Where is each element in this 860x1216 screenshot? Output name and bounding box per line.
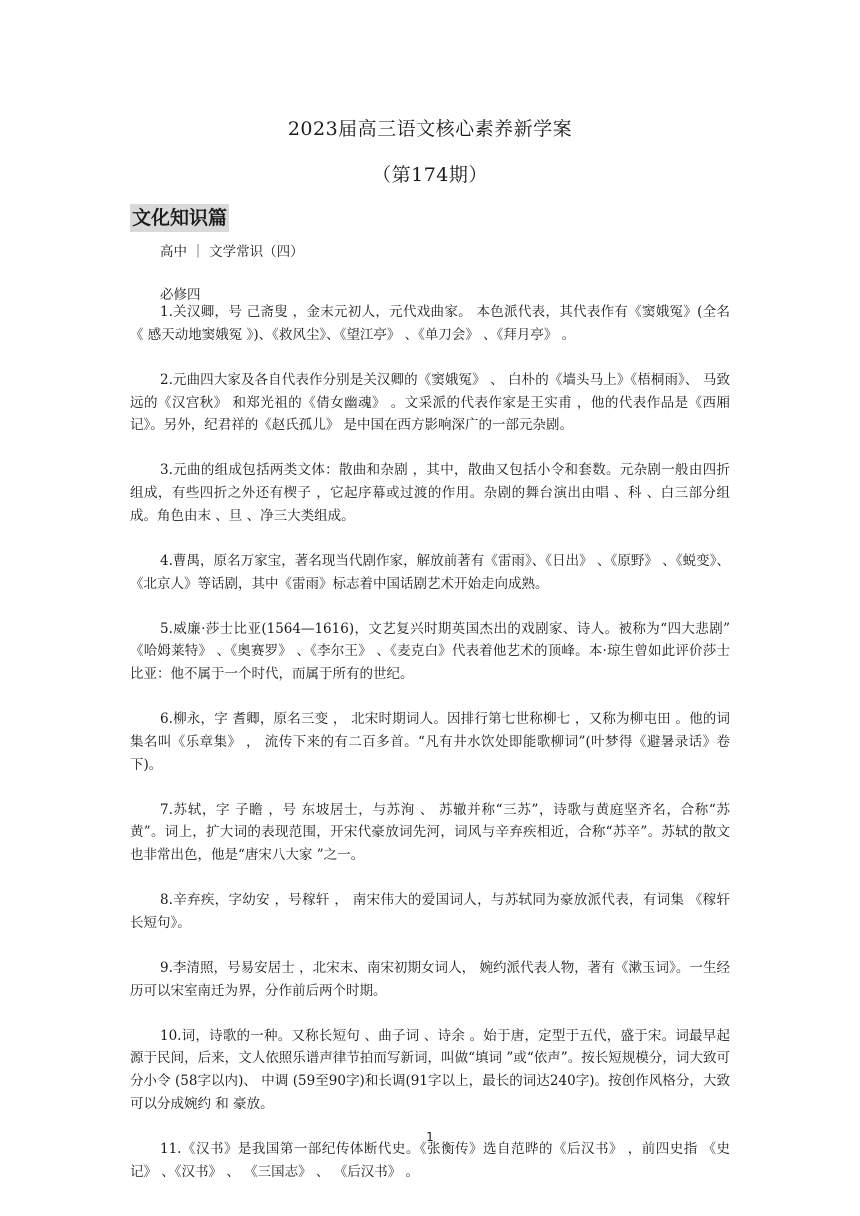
document-title: 2023届高三语文核心素养新学案 (287, 118, 573, 140)
paragraph-10: 10.词，诗歌的一种。又称长短句 、曲子词 、诗余 。始于唐，定型于五代，盛于宋。词最早起源于民间，后来，文人依照乐谱声律节拍而写新词，叫做“填词 ”或“依声”。按长短规模分，词大致可分小令 (58字以内)、 中调 (59至90字)和长调(91字以上，最长的词达240字)。按创作风格分，大致可以分成婉约 和 豪放。 (130, 1027, 730, 1112)
paragraph-11: 11.《汉书》是我国第一部纪传体断代史。《张衡传》选自范晔的《后汉书》 ，前四史指 《史记》 、《汉书》 、 《三国志》 、 《后汉书》 。 (130, 1140, 730, 1180)
paragraph-5: 5.威廉·莎士比亚(1564—1616)，文艺复兴时期英国杰出的戏剧家、诗人。被称为“四大悲剧” 《哈姆莱特》 、《奥赛罗》 、《李尔王》 、《麦克白》代表着他艺术的顶峰。本·琼生曾如此评价莎士比亚：他不属于一个时代，而属于所有的世纪。 (130, 620, 730, 682)
document-body (130, 301, 730, 1206)
paragraph-2: 2.元曲四大家及各自代表作分别是关汉卿的《窦娥冤》 、 白朴的《墙头马上》《梧桐雨》、 马致远的《汉宫秋》 和郑光祖的《倩女幽魂》 。文采派的代表作家是王实甫 ，他的代表作品是《西厢记》。另外，纪君祥的《赵氏孤儿》 是中国在西方影响深广的一部元杂剧。 (130, 371, 730, 434)
section-heading: 文化知识篇 (130, 204, 229, 232)
volume-label: 必修四 (160, 287, 201, 303)
paragraph-4: 4.曹禺，原名万家宝，著名现当代剧作家，解放前著有《雷雨》、《日出》 、《原野》 、《蜕变》、《北京人》等话剧，其中《雷雨》标志着中国话剧艺术开始走向成熟。 (130, 552, 730, 592)
issue-number: （第174期） (372, 164, 488, 186)
paragraph-6: 6.柳永，字 耆卿，原名三变 ， 北宋时期词人。因排行第七世称柳七 ，又称为柳屯田 。他的词集名叫《乐章集》 ， 流传下来的有二百多首。“凡有井水饮处即能歌柳词”(叶梦得《避暑录话》卷下)。 (130, 711, 730, 773)
paragraph-8: 8.辛弃疾，字幼安 ，号稼轩 ， 南宋伟大的爱国词人，与苏轼同为豪放派代表，有词集 《稼轩长短句》。 (130, 892, 730, 931)
paragraph-3: 3.元曲的组成包括两类文体：散曲和杂剧 ，其中，散曲又包括小令和套数。元杂剧一般由四折组成，有些四折之外还有楔子 ，它起序幕或过渡的作用。杂剧的舞台演出由唱 、科 、白三部分组成。角色由末 、旦 、净三大类组成。 (130, 462, 730, 524)
paragraph-1: 1.关汉卿，号 己斋叟 ，金末元初人，元代戏曲家。 本色派代表，其代表作有《窦娥冤》(全名《 感天动地窦娥冤 》)、《救风尘》、《望江亭》 、《单刀会》 、《拜月亭》 。 (130, 304, 730, 343)
paragraph-9: 9.李清照，号易安居士 ，北宋末、南宋初期女词人， 婉约派代表人物，著有《漱玉词》。一生经历可以宋室南迁为界，分作前后两个时期。 (130, 959, 730, 999)
paragraph-7: 7.苏轼，字 子瞻 ，号 东坡居士，与苏洵 、 苏辙并称“三苏”，诗歌与黄庭坚齐名，合称“苏黄”。词上，扩大词的表现范围，开宋代豪放词先河，词风与辛弃疾相近，合称“苏辛”。苏轼的散文也非常出色，他是“唐宋八大家 ”之一。 (130, 801, 730, 863)
page-number: 1 (426, 1130, 434, 1144)
breadcrumb: 高中 ｜ 文学常识（四） (160, 244, 304, 260)
